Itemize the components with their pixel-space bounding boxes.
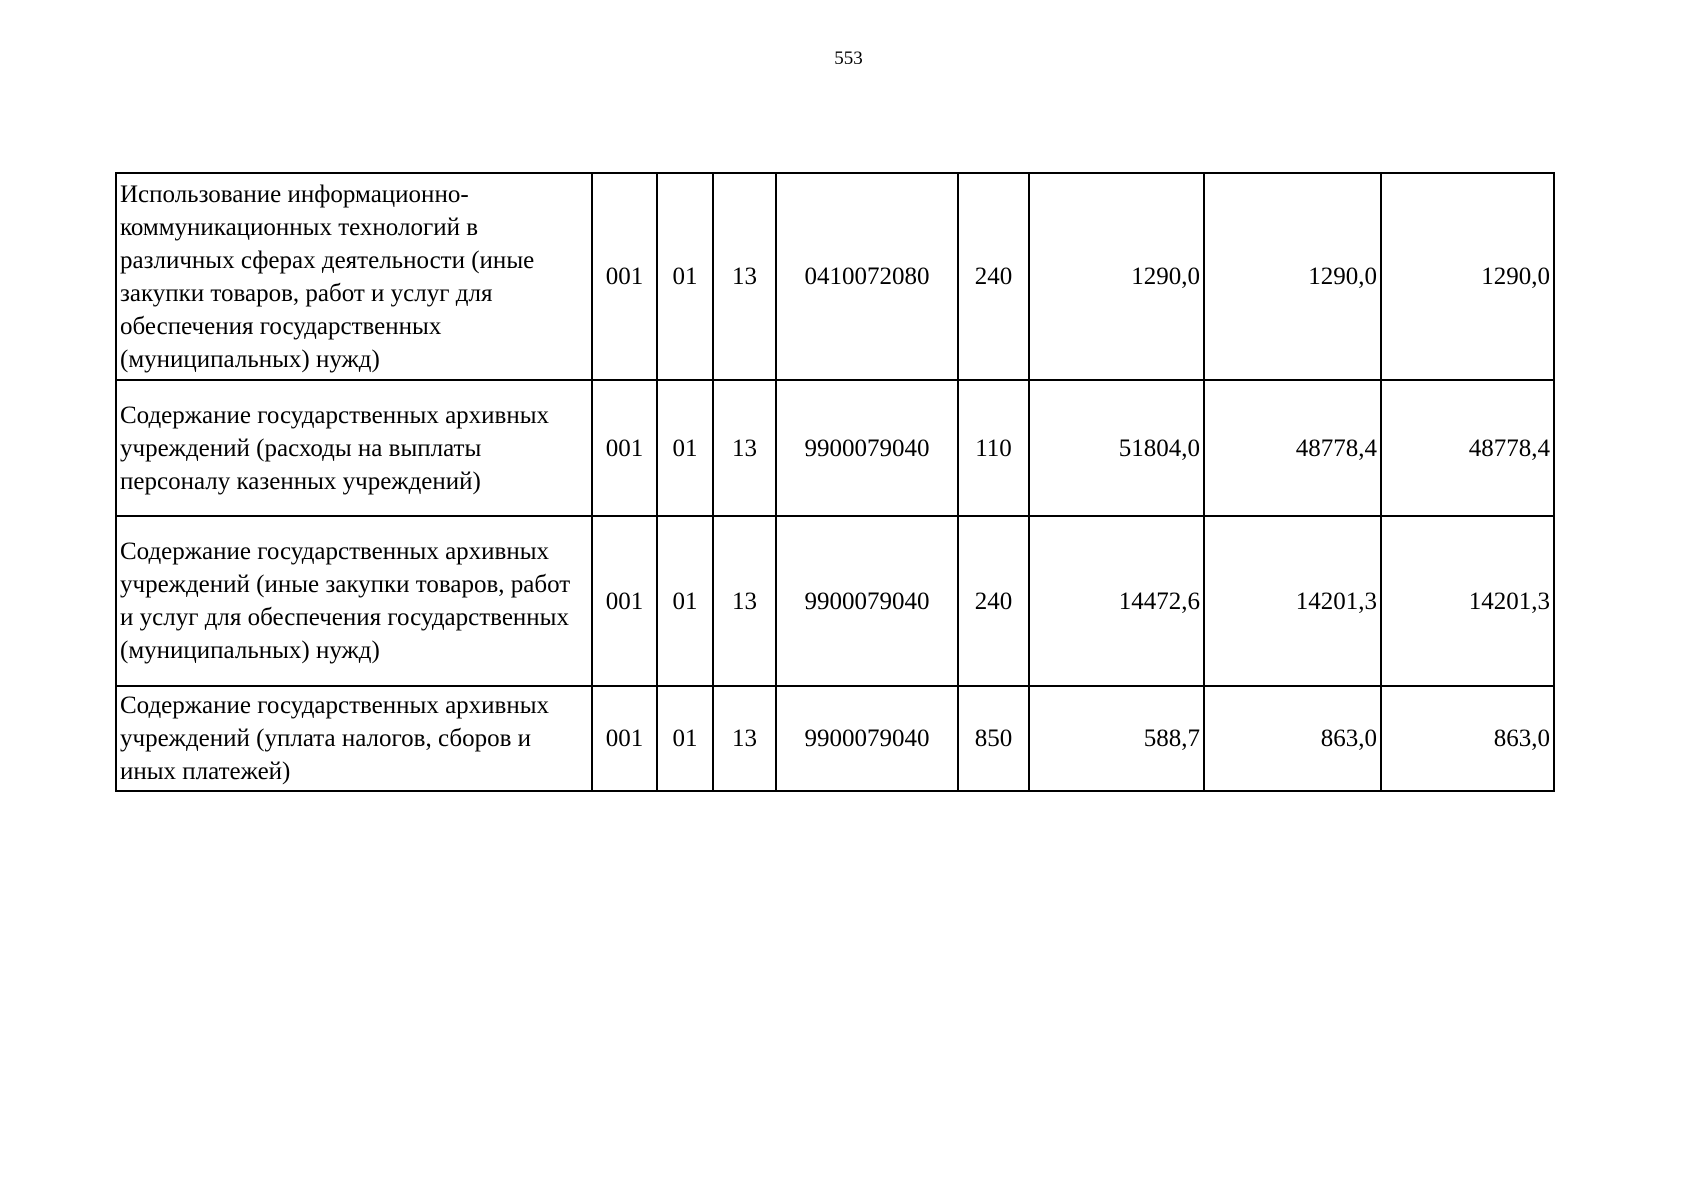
target-article-code: 9900079040: [776, 380, 958, 516]
section-code: 01: [657, 173, 713, 380]
table-row: [116, 173, 1554, 380]
ministry-code: 001: [592, 686, 657, 791]
amount-3: 14201,3: [1381, 516, 1554, 686]
amount-1: 1290,0: [1029, 173, 1204, 380]
subsection-code: 13: [713, 173, 776, 380]
ministry-code: 001: [592, 516, 657, 686]
expense-type-code: 240: [958, 516, 1029, 686]
table-row: [116, 380, 1554, 516]
ministry-code: 001: [592, 380, 657, 516]
section-code: 01: [657, 516, 713, 686]
subsection-code: 13: [713, 516, 776, 686]
page-number: 553: [834, 48, 863, 69]
row-description: Использование информационно-коммуникационных технологий в различных сферах деятельности (иные закупки товаров, работ и услуг для обеспечения государственных (муниципальных) нужд): [116, 173, 592, 380]
subsection-code: 13: [713, 686, 776, 791]
amount-3: 1290,0: [1381, 173, 1554, 380]
ministry-code: 001: [592, 173, 657, 380]
section-code: 01: [657, 686, 713, 791]
target-article-code: 0410072080: [776, 173, 958, 380]
amount-2: 14201,3: [1204, 516, 1381, 686]
expense-type-code: 850: [958, 686, 1029, 791]
expense-type-code: 240: [958, 173, 1029, 380]
row-description: Содержание государственных архивных учреждений (иные закупки товаров, работ и услуг для обеспечения государственных (муниципальных) нужд): [116, 516, 592, 686]
amount-2: 1290,0: [1204, 173, 1381, 380]
row-description: Содержание государственных архивных учреждений (расходы на выплаты персоналу казенных учреждений): [116, 380, 592, 516]
table-row: [116, 686, 1554, 791]
amount-2: 863,0: [1204, 686, 1381, 791]
amount-1: 588,7: [1029, 686, 1204, 791]
expense-type-code: 110: [958, 380, 1029, 516]
target-article-code: 9900079040: [776, 516, 958, 686]
amount-3: 863,0: [1381, 686, 1554, 791]
table-row: [116, 516, 1554, 686]
subsection-code: 13: [713, 380, 776, 516]
amount-1: 14472,6: [1029, 516, 1204, 686]
section-code: 01: [657, 380, 713, 516]
target-article-code: 9900079040: [776, 686, 958, 791]
amount-2: 48778,4: [1204, 380, 1381, 516]
amount-3: 48778,4: [1381, 380, 1554, 516]
row-description: Содержание государственных архивных учреждений (уплата налогов, сборов и иных платежей): [116, 686, 592, 791]
amount-1: 51804,0: [1029, 380, 1204, 516]
budget-table: [115, 172, 1555, 792]
